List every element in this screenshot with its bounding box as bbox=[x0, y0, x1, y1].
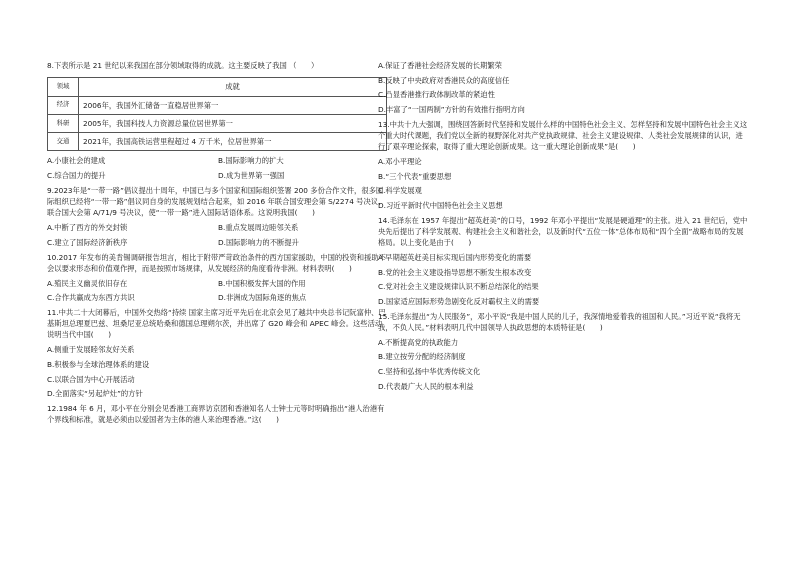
option-b: B.重点发展周边睦邻关系 bbox=[218, 223, 299, 233]
question-8 bbox=[47, 60, 389, 181]
option-b: B.中国积极发挥大国的作用 bbox=[218, 278, 306, 288]
option-b: B.建立按劳分配的经济制度 bbox=[378, 352, 466, 362]
question-10-stem: 10.2017 年发布的美肯锡调研报告坦言，相比于附带严苛政治条件的西方国家援助，中国的投资和援助不会以要求形态和价值观作押，而是按照市场规律，从发展经济的角度看待非洲。材料表明( ) bbox=[47, 252, 386, 273]
option-a: A.侧重于发展睦邻友好关系 bbox=[47, 345, 135, 355]
question-11-stem: 11.中共二十大闭幕后，中国外交热络“持续 国家主席习近平先后在北京会见了越共中央总书记阮富仲、巴基斯坦总理夏巴兹、坦桑尼亚总统哈桑和德国总理朔尔茨，并出席了 G20 峰会和 APEC 峰会。这些活动说明当代中国( ) bbox=[47, 307, 386, 340]
question-14-stem: 14.毛泽东在 1957 年提出“超英赶美”的口号，1992 年邓小平提出“发展是硬道理”的主张。进入 21 世纪后，党中央先后提出了科学发展观、构建社会主义和谐社会，以及新时代“五位一体”总体布局和“四个全面”战略布局的发展格局。以上变化是由于( ) bbox=[378, 215, 748, 248]
question-11 bbox=[47, 307, 389, 400]
option-c: C.党对社会主义建设规律认识不断总结深化的结果 bbox=[378, 282, 539, 292]
option-a: A.殖民主义幽灵依旧存在 bbox=[47, 278, 128, 288]
option-c: C.科学发展观 bbox=[378, 186, 422, 196]
question-8-stem: 8.下表所示是 21 世纪以来我国在部分领域取得的成就。这主要反映了我国 （ ） bbox=[47, 61, 319, 70]
question-8-options-row-2 bbox=[47, 170, 389, 181]
option-b: B.反映了中央政府对香港民众的高度信任 bbox=[378, 75, 510, 85]
question-9-options-row-2 bbox=[47, 237, 389, 248]
table-row bbox=[48, 133, 387, 151]
question-12-options bbox=[378, 60, 748, 115]
question-13 bbox=[378, 119, 748, 212]
option-b: B.“三个代表”重要思想 bbox=[378, 171, 452, 181]
table-cell-field: 科研 bbox=[48, 114, 79, 132]
table-row bbox=[48, 114, 387, 132]
option-b: B.党的社会主义建设指导思想不断发生根本改变 bbox=[378, 267, 532, 277]
question-10-options-row-1 bbox=[47, 278, 389, 289]
option-a: A.小康社会的建成 bbox=[47, 156, 106, 166]
option-b: B.国际影响力的扩大 bbox=[218, 156, 284, 166]
option-d: D.非洲成为国际角逐的焦点 bbox=[218, 293, 307, 303]
option-a: A.早期超英赶美目标实现后国内形势变化的需要 bbox=[378, 253, 532, 263]
option-a: A.邓小平理论 bbox=[378, 157, 422, 167]
table-header-achievement: 成就 bbox=[79, 78, 387, 96]
option-a: A.中断了西方的外交封锁 bbox=[47, 223, 128, 233]
option-d: D.国家适应国际形势急剧变化反对霸权主义的需要 bbox=[378, 297, 540, 307]
table-header-row bbox=[48, 78, 387, 96]
table-cell-field: 交通 bbox=[48, 133, 79, 151]
option-d: D.丰富了“一国两制”方针的有效推行指明方向 bbox=[378, 105, 525, 115]
option-c: C.以联合国为中心开展活动 bbox=[47, 374, 135, 384]
question-15 bbox=[378, 311, 748, 392]
option-c: C.坚持和弘扬中华优秀传统文化 bbox=[378, 367, 481, 377]
option-b: B.积极参与全球治理体系的建设 bbox=[47, 359, 150, 369]
table-header-field: 领域 bbox=[48, 78, 79, 96]
option-d: D.代表最广大人民的根本利益 bbox=[378, 381, 474, 391]
option-d: D.国际影响力的不断提升 bbox=[218, 237, 299, 247]
right-column bbox=[378, 60, 748, 396]
option-c: C.凸显香港推行政体制改革的紧迫性 bbox=[378, 90, 495, 100]
option-d: D.习近平新时代中国特色社会主义思想 bbox=[378, 201, 503, 211]
question-12 bbox=[47, 403, 389, 426]
question-14 bbox=[378, 215, 748, 308]
option-c: C.建立了国际经济新秩序 bbox=[47, 237, 128, 247]
table-cell-achievement: 2021年，我国高铁运营里程超过 4 万千米，位居世界第一 bbox=[79, 133, 387, 151]
option-a: A.不断提高党的执政能力 bbox=[378, 337, 459, 347]
question-12-stem: 12.1984 年 6 月，邓小平在分别会见香港工商界访京团和香港知名人士钟士元等时明确指出“港人治港有个界线和标准，就是必须由以爱国者为主体的港人来治理香港。”这( ) bbox=[47, 403, 385, 425]
question-13-stem: 13.中共十九大强调，围绕回答新时代坚持和发展什么样的中国特色社会主义、怎样坚持和发展中国特色社会主义这个重大时代课题，我们党以全新的视野深化对共产党执政规律、社会主义建设规律、人类社会发展规律的认识，进行了艰辛理论探索，取得了重大理论创新成果。这一重大理论创新成果”是( ) bbox=[378, 119, 748, 152]
question-8-options-row-1 bbox=[47, 155, 389, 166]
question-9-stem: 9.2023年是“一带一路”倡议提出十周年，中国已与多个国家和国际组织签署 200 多份合作文件，很多国际组织已经将“一带一路”倡议同自身的发展规划结合起来，如 2016 年联合国安理会第 S/2274 号决议、联合国大会第 A/71/9 号决议，使“一带一路”进入国际话语体系。这说明我国( ) bbox=[47, 185, 386, 218]
option-c: C.合作共赢成为东西方共识 bbox=[47, 293, 135, 303]
left-column bbox=[47, 60, 389, 429]
table-row bbox=[48, 96, 387, 114]
table-cell-achievement: 2006年，我国外汇储备一直稳居世界第一 bbox=[79, 96, 387, 114]
option-c: C.综合国力的提升 bbox=[47, 171, 106, 181]
question-15-stem: 15.毛泽东提出“为人民服务”，邓小平说“我是中国人民的儿子，我深情地爱着我的祖国和人民。”习近平说“我将无我，不负人民。”材料表明几代中国领导人执政思想的本质特征是( ) bbox=[378, 311, 741, 333]
achievements-table bbox=[47, 77, 387, 151]
question-10 bbox=[47, 252, 389, 304]
option-d: D.成为世界第一强国 bbox=[218, 171, 285, 181]
question-9-options-row-1 bbox=[47, 222, 389, 233]
question-10-options-row-2 bbox=[47, 292, 389, 303]
table-cell-achievement: 2005年，我国科技人力资源总量位居世界第一 bbox=[79, 114, 387, 132]
option-d: D.全面落实“另起炉灶”的方针 bbox=[47, 389, 143, 399]
question-9 bbox=[47, 185, 389, 248]
option-a: A.保证了香港社会经济发展的长期繁荣 bbox=[378, 61, 502, 70]
table-cell-field: 经济 bbox=[48, 96, 79, 114]
